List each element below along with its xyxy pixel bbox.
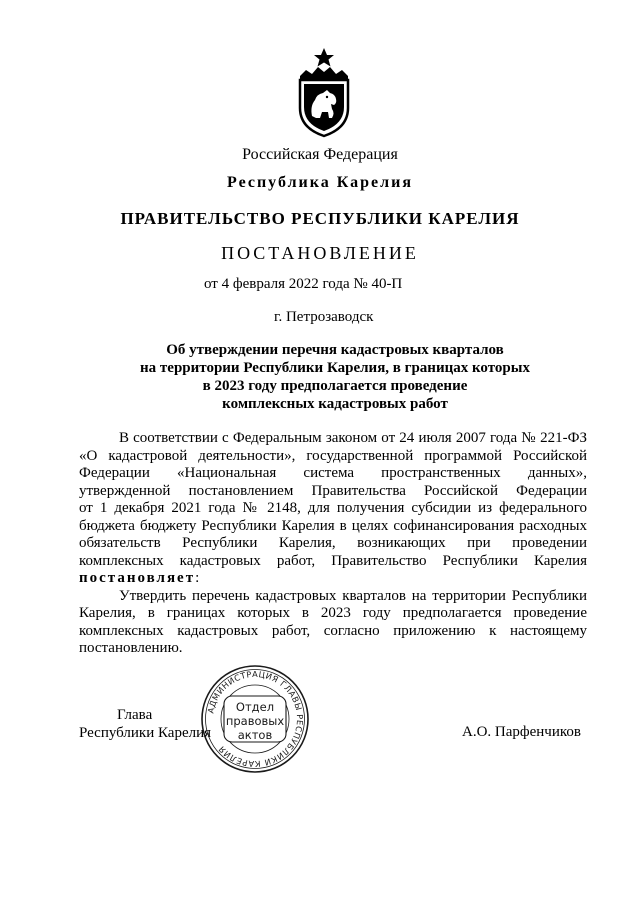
body-line: бюджета бюджету Республики Карелия в целях софинансирования расходных	[79, 517, 587, 534]
body-line: Карелия, в границах которых в 2023 году предполагается проведение	[79, 605, 587, 621]
document-body	[79, 430, 587, 658]
position-line-2: Республики Карелия	[79, 725, 212, 741]
body-line: «О кадастровой деятельности», государственной программой Российской	[79, 447, 587, 464]
position-line-1: Глава	[117, 707, 153, 723]
stamp-ring-text: АДМИНИСТРАЦИЯ ГЛАВЫ РЕСПУБЛИКИ КАРЕЛИЯ	[205, 668, 306, 770]
document-title	[100, 341, 570, 413]
title-line: на территории Республики Карелия, в границах которых	[140, 360, 530, 376]
resolves-line	[79, 570, 587, 588]
title-line: в 2023 году предполагается проведение	[202, 378, 468, 394]
republic-name: Республика Карелия	[227, 174, 413, 191]
federation-name: Российская Федерация	[242, 146, 398, 163]
government-name: ПРАВИТЕЛЬСТВО РЕСПУБЛИКИ КАРЕЛИЯ	[120, 209, 520, 228]
body-line: Федерации «Национальная система пространственных данных»,	[79, 465, 587, 481]
stamp-center-line: Отдел	[235, 700, 275, 714]
body-line: комплексных кадастровых работ, согласно приложению к настоящему	[79, 622, 587, 639]
signatory-position	[79, 706, 211, 742]
body-line: В соответствии с Федеральным законом от 24 июля 2007 года № 221-ФЗ	[119, 430, 587, 446]
city-name: г. Петрозаводск	[274, 309, 374, 325]
body-line: утвержденной постановлением Правительства Российской Федерации	[79, 482, 587, 499]
resolves-suffix: :	[195, 570, 200, 586]
body-line: Утвердить перечень кадастровых кварталов на территории Республики	[119, 587, 587, 604]
title-line: Об утверждении перечня кадастровых кварталов	[166, 342, 504, 358]
stamp-center-line: правовых	[225, 714, 285, 728]
stamp-center-line: актов	[237, 728, 273, 742]
document-type: ПОСТАНОВЛЕНИЕ	[221, 243, 419, 263]
body-line: обязательств Республики Карелия, возникающих при проведении	[79, 535, 587, 551]
karelia-coat-of-arms-icon	[294, 46, 354, 138]
signatory-name: А.О. Парфенчиков	[462, 724, 581, 740]
resolves-word: постановляет	[79, 570, 196, 586]
official-stamp	[200, 664, 310, 774]
decree-date-number: от 4 февраля 2022 года № 40-П	[204, 276, 403, 292]
body-line: комплексных кадастровых работ, Правительство Республики Карелия	[79, 552, 587, 569]
body-line: от 1 декабря 2021 года № 2148, для получения субсидии из федерального	[79, 500, 587, 516]
body-line: постановлению.	[79, 640, 183, 656]
title-line: комплексных кадастровых работ	[222, 396, 448, 412]
